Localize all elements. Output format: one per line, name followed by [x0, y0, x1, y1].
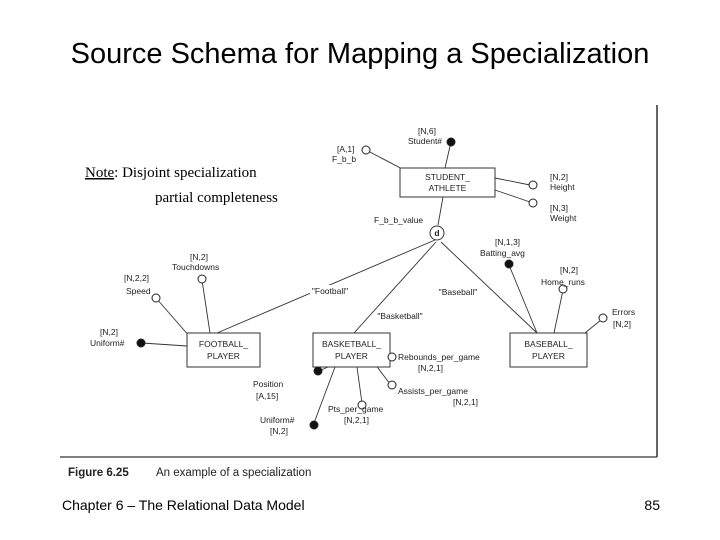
svg-text:Height: Height: [550, 182, 575, 192]
note-line-1: Note: Disjoint specialization: [85, 165, 257, 181]
disjoint-specialization-circle: [430, 226, 444, 240]
svg-text:Home_runs: Home_runs: [541, 277, 585, 287]
svg-text:PLAYER: PLAYER: [532, 351, 565, 361]
svg-text:Student#: Student#: [408, 136, 443, 146]
svg-text:STUDENT_: STUDENT_: [425, 172, 470, 182]
er-diagram: [60, 105, 665, 485]
note-box: [80, 159, 320, 209]
svg-text:Weight: Weight: [550, 213, 577, 223]
svg-text:[N,2]: [N,2]: [270, 426, 288, 436]
entity-student-athlete: [400, 168, 495, 197]
svg-text:Uniform#: Uniform#: [260, 415, 295, 425]
svg-text:[N,2]: [N,2]: [613, 319, 631, 329]
entity-basketball-player: [313, 333, 390, 367]
figure-caption-label: Figure 6.25: [68, 467, 129, 479]
svg-text:[N,3]: [N,3]: [550, 203, 568, 213]
svg-text:[N,2]: [N,2]: [560, 265, 578, 275]
note-line-2: partial completeness: [155, 190, 278, 206]
svg-text:FOOTBALL_: FOOTBALL_: [198, 339, 249, 349]
svg-text:F_b_b_value: F_b_b_value: [374, 215, 424, 225]
entity-baseball-player: [510, 333, 587, 367]
svg-text:Touchdowns: Touchdowns: [172, 262, 220, 272]
svg-text:"Basketball": "Basketball": [377, 311, 423, 321]
svg-text:[N,6]: [N,6]: [418, 126, 436, 136]
svg-text:BASKETBALL_: BASKETBALL_: [321, 339, 382, 349]
slide-title: Source Schema for Mapping a Specialization: [70, 38, 650, 70]
svg-text:[N,2,1]: [N,2,1]: [453, 397, 479, 407]
svg-text:Assists_per_game: Assists_per_game: [398, 386, 468, 396]
svg-text:[N,2,2]: [N,2,2]: [124, 273, 150, 283]
svg-text:Speed: Speed: [126, 286, 151, 296]
svg-text:BASEBALL_: BASEBALL_: [524, 339, 573, 349]
discriminator-labels: [310, 285, 480, 322]
svg-text:F_b_b: F_b_b: [332, 154, 357, 164]
svg-text:Errors: Errors: [612, 307, 636, 317]
svg-text:PLAYER: PLAYER: [335, 351, 368, 361]
svg-text:[A,1]: [A,1]: [337, 144, 355, 154]
svg-text:Uniform#: Uniform#: [90, 338, 125, 348]
figure-caption-text: An example of a specialization: [156, 467, 312, 479]
page-number: 85: [644, 497, 660, 513]
svg-text:[N,2,1]: [N,2,1]: [344, 415, 370, 425]
svg-text:[N,2]: [N,2]: [550, 172, 568, 182]
key-attribute-dot: [447, 138, 455, 146]
svg-text:ATHLETE: ATHLETE: [428, 183, 467, 193]
specialization-figure: [60, 105, 665, 485]
svg-text:Rebounds_per_game: Rebounds_per_game: [398, 352, 480, 362]
svg-text:[N,2]: [N,2]: [190, 252, 208, 262]
svg-text:d: d: [434, 228, 440, 238]
entity-football-player: [187, 333, 260, 367]
svg-text:[A,15]: [A,15]: [256, 391, 279, 401]
svg-text:Pts_per_game: Pts_per_game: [328, 404, 384, 414]
svg-text:Batting_avg: Batting_avg: [480, 248, 525, 258]
chapter-footer: Chapter 6 – The Relational Data Model: [62, 497, 305, 513]
svg-text:PLAYER: PLAYER: [207, 351, 240, 361]
svg-text:[N,1,3]: [N,1,3]: [495, 237, 521, 247]
svg-text:Position: Position: [253, 379, 284, 389]
svg-text:[N,2]: [N,2]: [100, 327, 118, 337]
svg-text:"Baseball": "Baseball": [438, 287, 478, 297]
svg-text:[N,2,1]: [N,2,1]: [418, 363, 444, 373]
svg-text:"Football": "Football": [311, 286, 349, 296]
